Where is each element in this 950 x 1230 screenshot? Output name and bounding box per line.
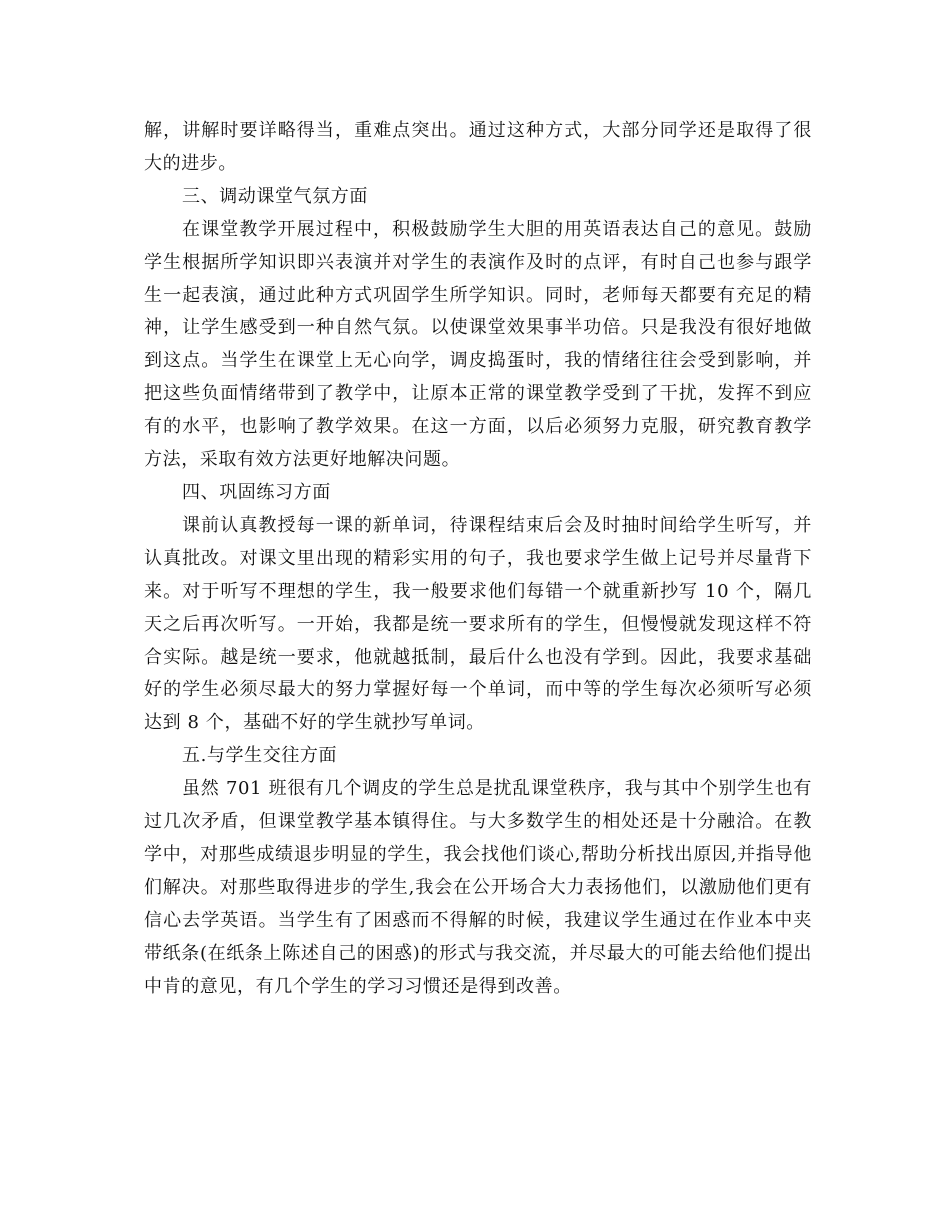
section-heading-classroom-atmosphere: 三、调动课堂气氛方面 xyxy=(182,185,368,207)
section-heading-student-interaction: 五.与学生交往方面 xyxy=(182,745,338,767)
document-body xyxy=(144,115,812,1003)
paragraph-continuation: 解，讲解时要详略得当，重难点突出。通过这种方式，大部分同学还是取得了很大的进步。 xyxy=(144,120,812,174)
paragraph-practice: 课前认真教授每一课的新单词，待课程结束后会及时抽时间给学生听写，并认真批改。对课文里出现的精彩实用的句子，我也要求学生做上记号并尽量背下来。对于听写不理想的学生，我一般要求他们每错一个就重新抄写 10 个，隔几天之后再次听写。一开始，我都是统一要求所有的学生，但慢慢就发现这样不符合实际。越是统一要求，他就越抵制，最后什么也没有学到。因此，我要求基础好的学生必须尽最大的努力掌握好每一个单词，而中等的学生每次必须听写必须达到 8 个，基础不好的学生就抄写单词。 xyxy=(144,514,812,734)
section-heading-practice: 四、巩固练习方面 xyxy=(182,481,331,503)
paragraph-classroom-atmosphere: 在课堂教学开展过程中，积极鼓励学生大胆的用英语表达自己的意见。鼓励学生根据所学知识即兴表演并对学生的表演作及时的点评，有时自己也参与跟学生一起表演，通过此种方式巩固学生所学知识。同时，老师每天都要有充足的精神，让学生感受到一种自然气氛。以使课堂效果事半功倍。只是我没有很好地做到这点。当学生在课堂上无心向学，调皮捣蛋时，我的情绪往往会受到影响，并把这些负面情绪带到了教学中，让原本正常的课堂教学受到了干扰，发挥不到应有的水平，也影响了教学效果。在这一方面，以后必须努力克服，研究教育教学方法，采取有效方法更好地解决问题。 xyxy=(144,218,812,471)
paragraph-student-interaction: 虽然 701 班很有几个调皮的学生总是扰乱课堂秩序，我与其中个别学生也有过几次矛盾，但课堂教学基本镇得住。与大多数学生的相处还是十分融洽。在教学中，对那些成绩退步明显的学生，我会找他们谈心,帮助分析找出原因,并指导他们解决。对那些取得进步的学生,我会在公开场合大力表扬他们，以激励他们更有信心去学英语。当学生有了困惑而不得解的时候，我建议学生通过在作业本中夹带纸条(在纸条上陈述自己的困惑)的形式与我交流，并尽最大的可能去给他们提出中肯的意见，有几个学生的学习习惯还是得到改善。 xyxy=(144,778,812,997)
